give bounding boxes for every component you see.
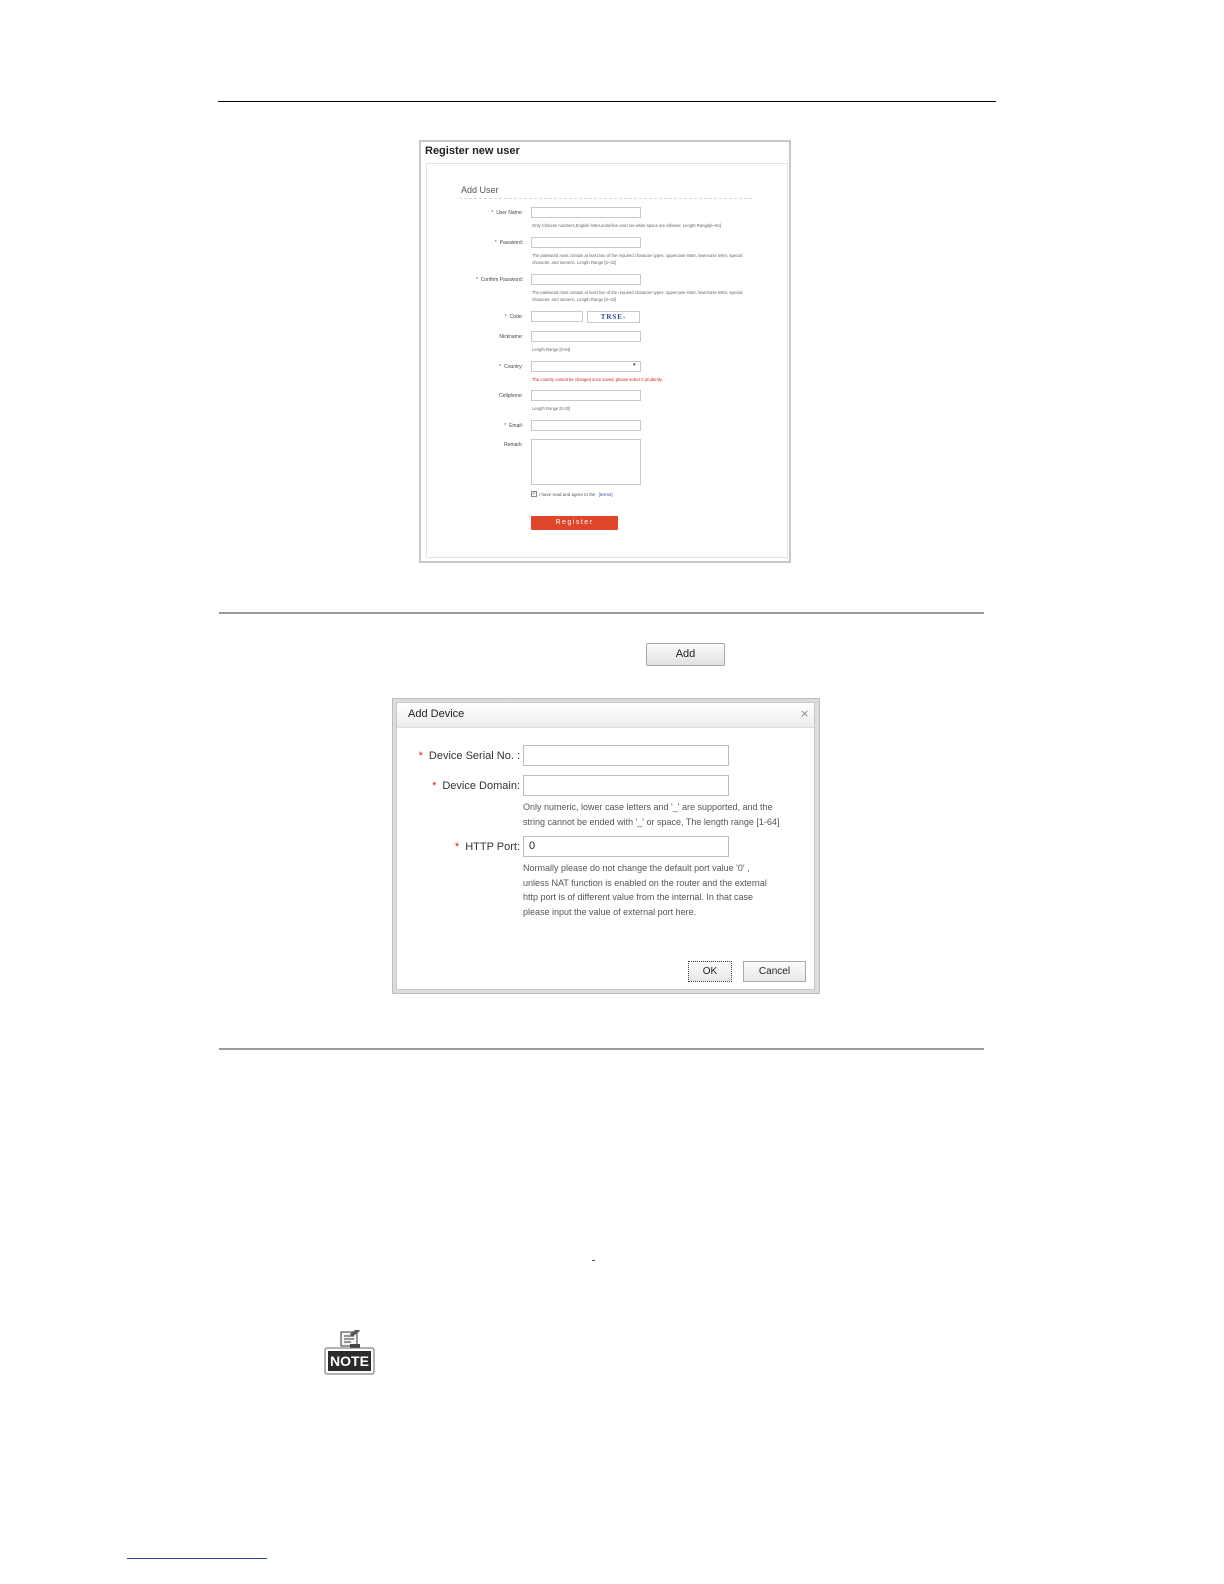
device-domain-hint: Only numeric, lower case letters and '_' are supported, and the string cannot be ended with '_' or space, The length range [1-64] xyxy=(523,802,780,827)
remark-textarea[interactable] xyxy=(531,439,641,485)
serial-number-label: * Device Serial No. : xyxy=(418,750,520,762)
http-port-label: * HTTP Port: xyxy=(454,841,520,853)
ok-button[interactable]: OK xyxy=(688,961,732,982)
nickname-label: Nickname: xyxy=(499,334,523,340)
add-user-section-title: Add User xyxy=(461,185,499,195)
device-domain-input[interactable] xyxy=(523,775,729,796)
code-label: * Code: xyxy=(504,314,523,320)
code-input[interactable] xyxy=(531,311,583,322)
device-domain-label: * Device Domain: xyxy=(432,780,520,792)
nickname-input[interactable] xyxy=(531,331,641,342)
footer-link-underline xyxy=(127,1558,267,1559)
confirm-password-label: * Confirm Password: xyxy=(475,277,523,283)
username-label: * User Name: xyxy=(491,210,523,216)
section-divider xyxy=(459,198,752,199)
section-rule-top xyxy=(219,612,984,614)
country-label: * Country: xyxy=(499,364,523,370)
http-port-input[interactable]: 0 xyxy=(523,836,729,857)
section-rule-bottom xyxy=(219,1048,984,1050)
cellphone-hint: Length Range [0-20] xyxy=(532,406,571,411)
serial-number-input[interactable] xyxy=(523,745,729,766)
agree-checkbox[interactable]: ✓ xyxy=(532,491,537,497)
email-label: * Email: xyxy=(504,423,523,429)
confirm-password-input[interactable] xyxy=(531,274,641,285)
close-icon[interactable]: × xyxy=(800,707,810,720)
register-page-title: Register new user xyxy=(425,145,520,157)
password-hint: The password must contain at least two of the required character types: uppercase letter, lowercase letter, special character, and numeric. Length Range [6~32] xyxy=(532,253,743,265)
country-select[interactable] xyxy=(531,361,641,372)
agree-text: I have read and agree to the {terms} xyxy=(539,492,613,497)
register-button[interactable]: Register xyxy=(531,516,618,530)
header-rule xyxy=(218,101,996,102)
add-button[interactable]: Add xyxy=(646,643,725,666)
remark-label: Remark: xyxy=(504,442,523,448)
password-input[interactable] xyxy=(531,237,641,248)
captcha-image[interactable]: TRSE- xyxy=(587,311,640,323)
cellphone-input[interactable] xyxy=(531,390,641,401)
cancel-button[interactable]: Cancel xyxy=(743,961,806,982)
cellphone-label: Cellphone: xyxy=(499,393,523,399)
username-input[interactable] xyxy=(531,207,641,218)
note-label: NOTE xyxy=(330,1353,369,1369)
chevron-down-icon: ▾ xyxy=(633,362,636,368)
terms-link[interactable]: {terms} xyxy=(598,492,613,497)
email-input[interactable] xyxy=(531,420,641,431)
http-port-hint: Normally please do not change the default port value '0' , unless NAT function is enabled on the router and the external http port is of different value from the internal. In that case please input the value of external port here. xyxy=(523,863,767,917)
nickname-hint: Length Range [0-64] xyxy=(532,347,571,352)
username-hint: Only Chinese numbers,English letter,underline and non-white space are allowed. Length Range[6~64] xyxy=(532,223,721,228)
stray-mark xyxy=(592,1260,595,1261)
note-icon xyxy=(324,1330,375,1376)
password-label: * Password: xyxy=(494,240,523,246)
confirm-password-hint: The password must contain at least two of the required character types: uppercase letter, lowercase letter, special character, and numeric. Length Range [6~32] xyxy=(532,290,743,302)
dialog-title: Add Device xyxy=(408,708,465,720)
country-warning: The country cannot be changed once saved, please select it prudently. xyxy=(532,377,663,382)
